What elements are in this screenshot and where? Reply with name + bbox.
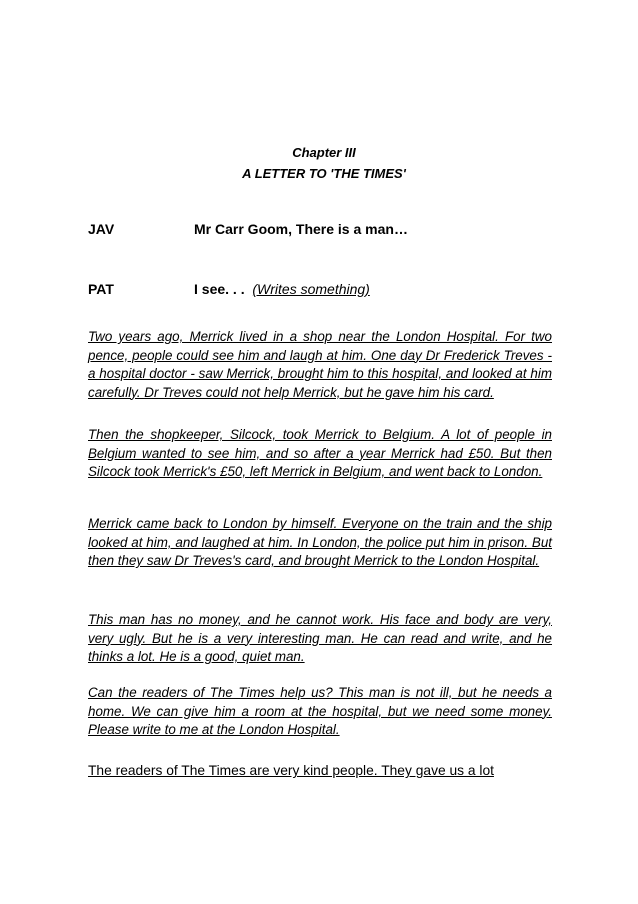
letter-paragraph: Then the shopkeeper, Silcock, took Merrick to Belgium. A lot of people in Belgium wanted to see him, and so after a year Merrick had £50. But then Silcock took Merrick's £50, left Merrick in Belgium, and went back to London. bbox=[88, 427, 552, 479]
speech-text: Mr Carr Goom, There is a man… bbox=[194, 221, 408, 237]
speaker-name: PAT bbox=[88, 281, 114, 297]
narration-paragraph: The readers of The Times are very kind people. They gave us a lot bbox=[88, 763, 494, 778]
letter-paragraph: Can the readers of The Times help us? This man is not ill, but he needs a home. We can give him a room at the hospital, but we need some money. Please write to me at the London Hospital. bbox=[88, 685, 552, 737]
dialogue-line-pat bbox=[88, 280, 370, 298]
letter-paragraph: Merrick came back to London by himself. Everyone on the train and the ship looked at him, and laughed at him. In London, the police put him in prison. But then they saw Dr Treves's card, and brought Merrick to the London Hospital. bbox=[88, 516, 552, 568]
letter-paragraph: Two years ago, Merrick lived in a shop near the London Hospital. For two pence, people could see him and laugh at him. One day Dr Frederick Treves - a hospital doctor - saw Merrick, brought him to this hospital, and looked at him carefully. Dr Treves could not help Merrick, but he gave him his card. bbox=[88, 329, 552, 400]
chapter-number: Chapter III bbox=[292, 145, 356, 160]
stage-direction: (Writes something) bbox=[252, 281, 370, 297]
speech-text: I see. . . bbox=[194, 281, 245, 297]
speaker-name: JAV bbox=[88, 221, 115, 237]
dialogue-line-jav bbox=[88, 220, 408, 238]
chapter-title: A LETTER TO 'THE TIMES' bbox=[242, 166, 406, 181]
letter-paragraph: This man has no money, and he cannot work. His face and body are very, very ugly. But he is a very interesting man. He can read and write, and he thinks a lot. He is a good, quiet man. bbox=[88, 612, 552, 664]
